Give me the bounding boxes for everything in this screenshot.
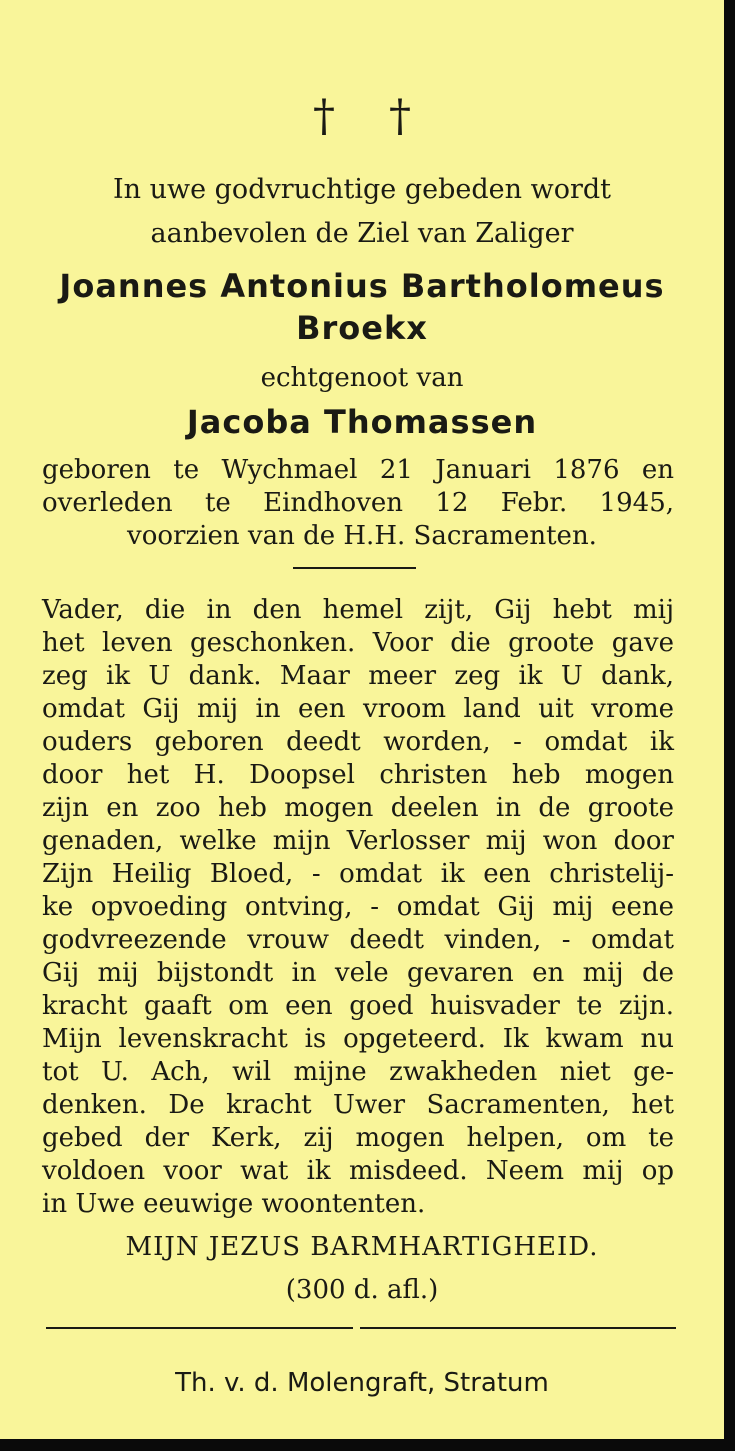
prayer-line: door het H. Doopsel christen heb mogen [42,760,674,790]
prayer-line: in Uwe eeuwige woontenten. [42,1189,426,1219]
section-divider [293,567,416,569]
ejaculation: MIJN JEZUS BARMHARTIGHEID. [125,1232,599,1262]
biography-line-1: geboren te Wychmael 21 Januari 1876 en [42,455,674,485]
prayer-line: Vader, die in den hemel zijt, Gij hebt mij [42,595,674,625]
prayer-line: genaden, welke mijn Verlosser mij won door [42,826,674,856]
prayer-line: kracht gaaft om een goed huisvader te zijn. [42,991,674,1021]
scan-border-right [724,0,735,1451]
prayer-line: ke opvoeding ontving, - omdat Gij mij eene [42,892,674,922]
prayer-line: denken. De kracht Uwer Sacramenten, het [42,1090,674,1120]
intro-line-2: aanbevolen de Ziel van Zaliger [150,218,574,249]
prayer-line: godvreezende vrouw deedt vinden, - omdat [42,925,674,955]
prayer-line: zijn en zoo heb mogen deelen in de groote [42,793,674,823]
prayer-line: Gij mij bijstondt in vele gevaren en mij de [42,958,674,988]
prayer-line: het leven geschonken. Voor die groote gave [42,628,674,658]
biography-line-2: overleden te Eindhoven 12 Febr. 1945, [42,488,674,518]
prayer-line: zeg ik U dank. Maar meer zeg ik U dank, [42,661,674,691]
prayer-line: tot U. Ach, wil mijne zwakheden niet ge- [42,1057,674,1087]
printer-credit: Th. v. d. Molengraft, Stratum [175,1368,549,1398]
prayer-line: ouders geboren deedt worden, - omdat ik [42,727,674,757]
prayer-line: voldoen voor wat ik misdeed. Neem mij op [42,1156,674,1186]
double-cross-icon: † † [313,91,431,142]
prayer-line: Zijn Heilig Bloed, - omdat ik een christelij- [42,859,674,889]
deceased-name-line-1: Joannes Antonius Bartholomeus [59,267,665,305]
indulgence: (300 d. afl.) [285,1275,439,1305]
biography-line-3: voorzien van de H.H. Sacramenten. [127,521,597,551]
scan-border-bottom [0,1439,735,1451]
prayer-line: gebed der Kerk, zij mogen helpen, om te [42,1123,674,1153]
spouse-name: Jacoba Thomassen [186,403,538,441]
footer-rule-left [46,1327,353,1329]
prayer-line: Mijn levenskracht is opgeteerd. Ik kwam nu [42,1024,674,1054]
deceased-name-line-2: Broekx [296,309,428,347]
intro-line-1: In uwe godvruchtige gebeden wordt [112,174,612,205]
spouse-label: echtgenoot van [260,363,464,393]
footer-rule-right [360,1327,676,1329]
prayer-line: omdat Gij mij in een vroom land uit vrome [42,694,674,724]
